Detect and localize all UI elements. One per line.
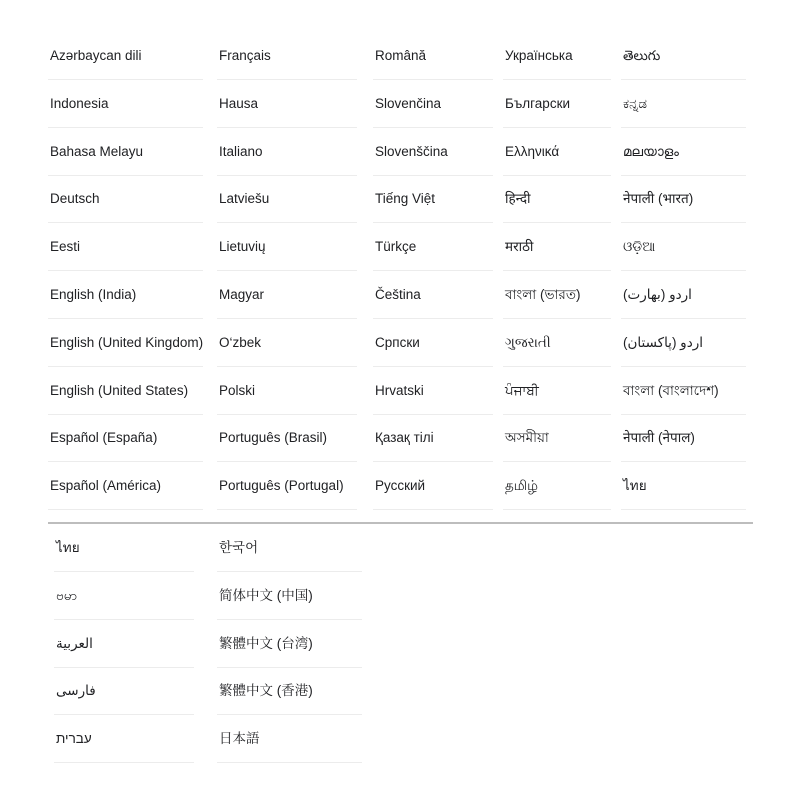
language-option[interactable] <box>48 368 203 415</box>
language-option[interactable] <box>503 368 611 415</box>
language-option[interactable] <box>217 272 357 319</box>
language-label: ਪੰਜਾਬੀ <box>505 382 539 398</box>
language-option[interactable] <box>217 415 357 462</box>
language-column-5 <box>621 33 746 511</box>
language-option[interactable] <box>217 573 362 620</box>
language-label: Azərbaycan dili <box>50 48 142 63</box>
language-label: ಕನ್ನಡ <box>623 95 648 111</box>
language-label: Tiếng Việt <box>375 191 436 207</box>
language-label: Bahasa Melayu <box>50 143 144 159</box>
language-option[interactable] <box>621 176 746 223</box>
language-option[interactable] <box>621 415 746 462</box>
language-option[interactable] <box>217 368 357 415</box>
language-label: नेपाली (नेपाल) <box>623 430 695 446</box>
language-column-cjk <box>217 525 362 764</box>
language-label: Italiano <box>219 143 263 159</box>
language-column-1 <box>48 33 203 511</box>
language-label: ไทย <box>623 478 647 494</box>
language-option[interactable] <box>217 224 357 271</box>
language-option[interactable] <box>503 129 611 176</box>
language-label: Čeština <box>375 286 421 302</box>
language-label: 한국어 <box>219 540 259 555</box>
language-label: English (India) <box>50 286 137 302</box>
language-label: हिन्दी <box>505 191 531 207</box>
language-label: Français <box>219 48 271 63</box>
language-label: Slovenščina <box>375 143 448 159</box>
language-column-3 <box>373 33 493 511</box>
language-option[interactable] <box>48 129 203 176</box>
language-option[interactable] <box>48 463 203 510</box>
language-option[interactable] <box>503 81 611 128</box>
section-divider <box>48 522 753 524</box>
language-column-4 <box>503 33 611 511</box>
language-option[interactable] <box>621 272 746 319</box>
language-label: العربية <box>56 635 93 651</box>
language-option[interactable] <box>48 224 203 271</box>
language-label: English (United States) <box>50 382 189 398</box>
language-option[interactable] <box>373 463 493 510</box>
language-label: Қазақ тілі <box>375 430 434 446</box>
language-label: Latviešu <box>219 191 270 207</box>
language-option[interactable] <box>54 621 194 668</box>
language-option[interactable] <box>621 129 746 176</box>
language-option[interactable] <box>54 525 194 572</box>
language-label: 简体中文 (中国) <box>219 587 313 603</box>
language-label: Hausa <box>219 95 259 111</box>
language-option[interactable] <box>48 81 203 128</box>
language-option[interactable] <box>621 320 746 367</box>
language-label: 繁體中文 (台湾) <box>219 635 313 651</box>
language-label: Português (Brasil) <box>219 430 328 446</box>
language-label: Lietuvių <box>219 239 266 255</box>
language-option[interactable] <box>503 463 611 510</box>
language-label: English (United Kingdom) <box>50 334 204 350</box>
language-label: বাংলা (ভারত) <box>505 286 581 302</box>
language-option[interactable] <box>54 668 194 715</box>
language-label: اردو (پاکستان) <box>623 334 703 350</box>
language-label: मराठी <box>505 239 534 255</box>
language-option[interactable] <box>217 176 357 223</box>
language-label: Deutsch <box>50 191 100 207</box>
language-option[interactable] <box>48 33 203 80</box>
language-option[interactable] <box>373 320 493 367</box>
language-label: বাংলা (বাংলাদেশ) <box>623 382 719 398</box>
language-label: ગુજરાતી <box>505 334 551 350</box>
language-label: Türkçe <box>375 239 417 255</box>
language-option[interactable] <box>503 176 611 223</box>
language-label: Български <box>505 95 571 111</box>
language-label: 繁體中文 (香港) <box>219 683 313 699</box>
language-option[interactable] <box>621 81 746 128</box>
language-label: Español (España) <box>50 430 158 446</box>
language-label: Eesti <box>50 239 81 255</box>
language-label: Polski <box>219 382 256 398</box>
language-option[interactable] <box>373 129 493 176</box>
language-label: தமிழ் <box>505 478 538 494</box>
language-label: മലയാളം <box>623 143 679 159</box>
language-option[interactable] <box>217 668 362 715</box>
language-option[interactable] <box>373 224 493 271</box>
language-option[interactable] <box>373 272 493 319</box>
language-label: Hrvatski <box>375 382 424 398</box>
language-option[interactable] <box>621 368 746 415</box>
language-label: Српски <box>375 334 420 350</box>
language-option[interactable] <box>217 81 357 128</box>
language-option[interactable] <box>503 33 611 80</box>
language-label: Indonesia <box>50 95 109 111</box>
language-option[interactable] <box>48 176 203 223</box>
language-label: اردو (بھارت) <box>623 286 692 302</box>
language-label: ဗမာ <box>56 587 77 603</box>
language-column-rtl <box>54 525 194 764</box>
language-option[interactable] <box>48 320 203 367</box>
language-option[interactable] <box>48 415 203 462</box>
language-label: ଓଡ଼ିଆ <box>623 239 656 255</box>
language-option[interactable] <box>373 33 493 80</box>
language-option[interactable] <box>48 272 203 319</box>
language-option[interactable] <box>621 463 746 510</box>
language-option[interactable] <box>217 621 362 668</box>
language-option[interactable] <box>503 272 611 319</box>
language-option[interactable] <box>217 716 362 763</box>
language-option[interactable] <box>503 224 611 271</box>
language-label: 日本語 <box>219 731 260 747</box>
language-label: Ελληνικά <box>505 143 560 159</box>
language-label: Українська <box>505 48 573 63</box>
language-label: Română <box>375 48 427 63</box>
language-label: Magyar <box>219 286 265 302</box>
language-option[interactable] <box>217 129 357 176</box>
language-label: Русский <box>375 478 426 494</box>
language-option[interactable] <box>373 81 493 128</box>
language-option[interactable] <box>373 368 493 415</box>
language-option[interactable] <box>373 176 493 223</box>
language-option[interactable] <box>217 320 357 367</box>
language-option[interactable] <box>217 33 357 80</box>
language-option[interactable] <box>373 415 493 462</box>
language-label: فارسی <box>56 683 96 699</box>
language-option[interactable] <box>54 573 194 620</box>
language-column-2 <box>217 33 357 511</box>
language-label: Slovenčina <box>375 95 442 111</box>
language-label: অসমীয়া <box>505 430 549 446</box>
language-label: Português (Portugal) <box>219 478 344 494</box>
language-option[interactable] <box>54 716 194 763</box>
language-label: Español (América) <box>50 478 162 494</box>
language-option[interactable] <box>503 415 611 462</box>
language-option[interactable] <box>621 33 746 80</box>
language-option[interactable] <box>621 224 746 271</box>
language-label: עברית <box>56 731 92 747</box>
language-option[interactable] <box>503 320 611 367</box>
language-label: ไทย <box>56 540 80 555</box>
language-label: తెలుగు <box>623 48 661 63</box>
language-option[interactable] <box>217 525 362 572</box>
language-label: नेपाली (भारत) <box>623 191 694 207</box>
language-option[interactable] <box>217 463 357 510</box>
language-label: O‘zbek <box>219 334 262 350</box>
